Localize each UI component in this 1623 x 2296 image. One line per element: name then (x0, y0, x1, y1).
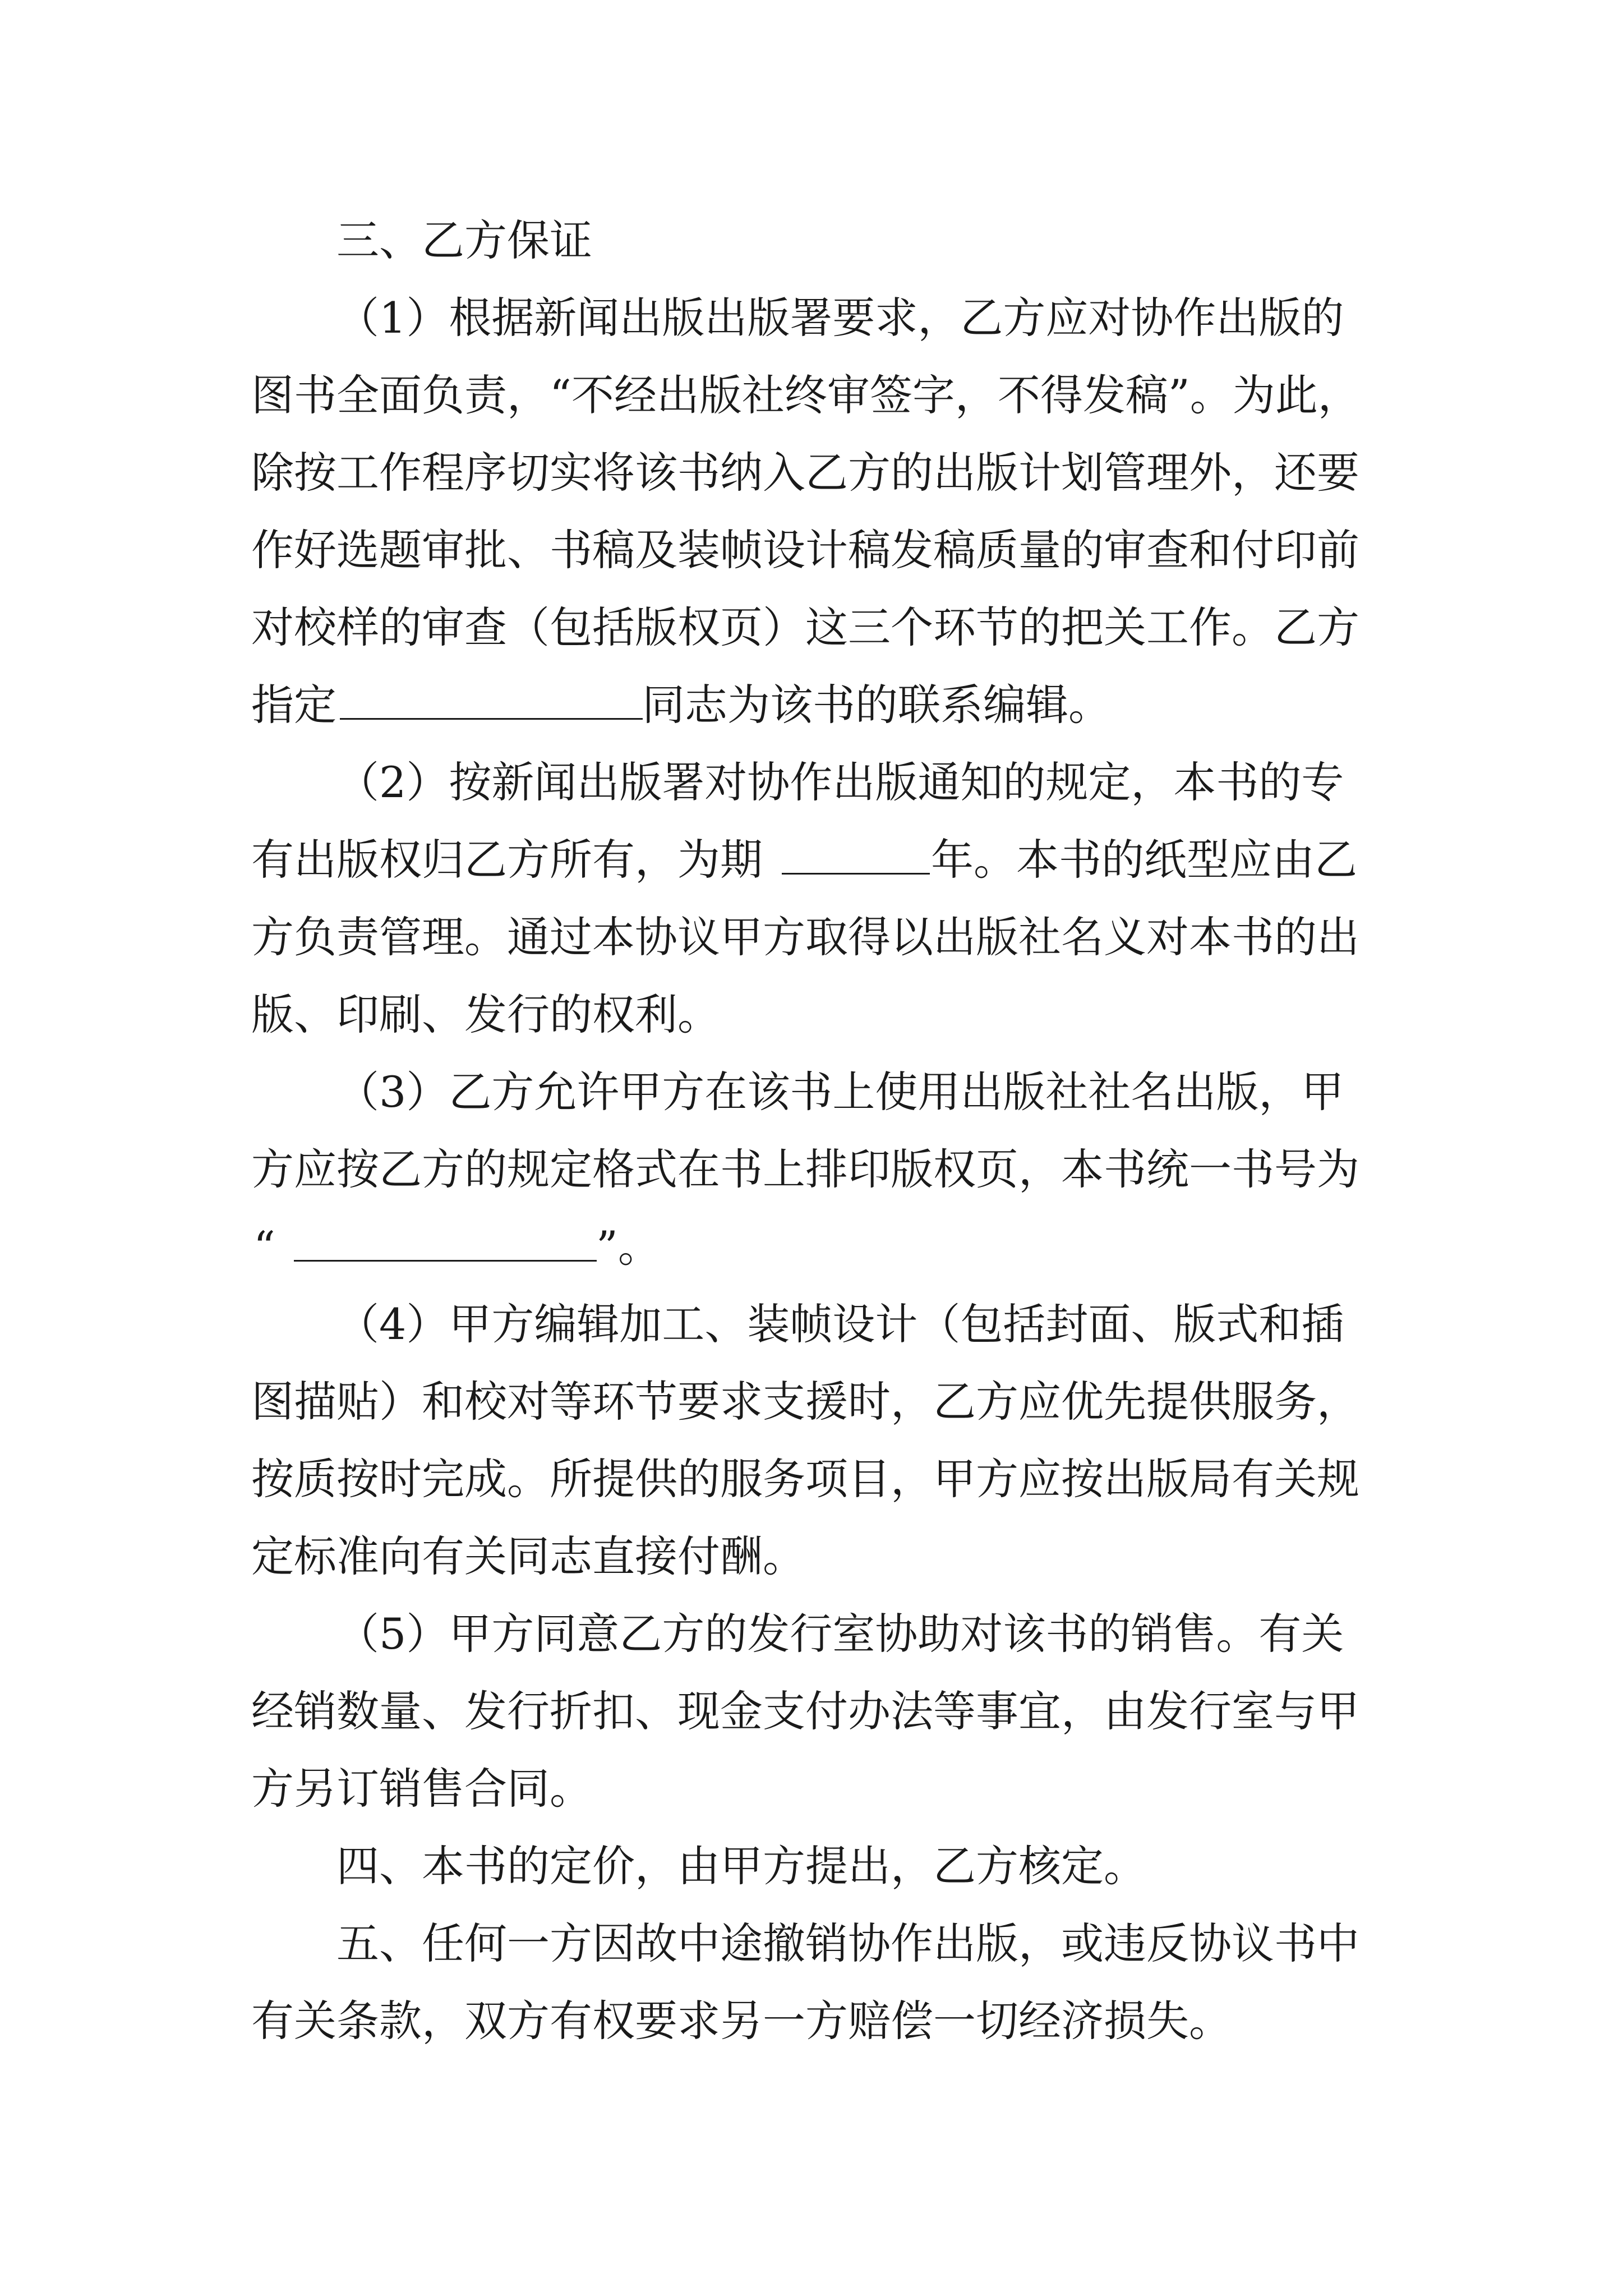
clause-1-line-6 (0, 663, 1623, 747)
editor-name-blank[interactable] (338, 663, 645, 747)
section-3-heading-line (0, 199, 1623, 283)
clause-2-text-prefix: 有出版权归乙方所有，为期 (251, 835, 763, 885)
clause-2-line-1 (0, 740, 1623, 825)
clause-1-line-2 (0, 353, 1623, 438)
clause-4-text: （4）甲方编辑加工、装帧设计（包括封面、版式和插 (336, 1299, 1344, 1349)
section-4-line (0, 1824, 1623, 1908)
clause-4-text: 定标准向有关同志直接付酬。 (251, 1531, 805, 1581)
clause-1-text: 除按工作程序切实将该书纳入乙方的出版计划管理外，还要 (251, 448, 1359, 498)
clause-2-line-4 (0, 973, 1623, 1057)
clause-4-text: 图描贴）和校对等环节要求支援时，乙方应优先提供服务， (251, 1377, 1359, 1427)
clause-2-text: 版、印刷、发行的权利。 (251, 990, 720, 1039)
section-3-heading: 三、乙方保证 (336, 215, 592, 265)
clause-5-text: （5）甲方同意乙方的发行室协助对该书的销售。有关 (336, 1609, 1344, 1659)
term-years-blank[interactable] (780, 818, 932, 902)
section-4-text: 四、本书的定价，由甲方提出，乙方核定。 (336, 1841, 1146, 1891)
clause-4-line-3 (0, 1437, 1623, 1521)
isbn-open-quote: “ (253, 1222, 275, 1272)
isbn-close-quote: ”。 (596, 1222, 661, 1272)
clause-1-line-1 (0, 276, 1623, 360)
clause-1-line-4 (0, 508, 1623, 592)
clause-5-text: 经销数量、发行折扣、现金支付办法等事宜，由发行室与甲 (251, 1686, 1359, 1736)
section-5-text: 有关条款，双方有权要求另一方赔偿一切经济损失。 (251, 1996, 1232, 2046)
clause-5-line-2 (0, 1669, 1623, 1754)
clause-3-text: 方应按乙方的规定格式在书上排印版权页，本书统一书号为 (251, 1144, 1359, 1194)
clause-4-line-1 (0, 1282, 1623, 1366)
clause-2-line-2 (0, 818, 1623, 902)
clause-1-text: （1）根据新闻出版出版署要求，乙方应对协作出版的 (336, 293, 1344, 343)
clause-3-line-1 (0, 1050, 1623, 1134)
section-5-line-2 (0, 1979, 1623, 2063)
clause-4-line-2 (0, 1360, 1623, 1444)
clause-3-line-2 (0, 1128, 1623, 1212)
clause-1-line-3 (0, 431, 1623, 515)
clause-5-text: 方另订销售合同。 (251, 1764, 592, 1814)
clause-2-text-suffix: 年。本书的纸型应由乙 (931, 835, 1357, 885)
clause-5-line-3 (0, 1747, 1623, 1831)
clause-4-text: 按质按时完成。所提供的服务项目，甲方应按出版局有关规 (251, 1454, 1359, 1504)
clause-2-text: 方负责管理。通过本协议甲方取得以出版社名义对本书的出 (251, 912, 1359, 962)
section-5-line-1 (0, 1902, 1623, 1986)
clause-1-text: 图书全面负责，“不经出版社终审签字，不得发稿”。为此， (251, 370, 1361, 420)
clause-2-line-3 (0, 895, 1623, 979)
clause-1-text: 作好选题审批、书稿及装帧设计稿发稿质量的审查和付印前 (251, 525, 1359, 575)
clause-4-line-4 (0, 1515, 1623, 1599)
clause-2-text: （2）按新闻出版署对协作出版通知的规定，本书的专 (336, 757, 1344, 807)
clause-5-line-1 (0, 1592, 1623, 1676)
isbn-number-blank[interactable] (292, 1205, 599, 1289)
clause-3-text: （3）乙方允许甲方在该书上使用出版社社名出版，甲 (336, 1067, 1344, 1117)
section-5-text: 五、任何一方因故中途撤销协作出版，或违反协议书中 (336, 1918, 1359, 1968)
clause-1-text: 对校样的审查（包括版权页）这三个环节的把关工作。乙方 (251, 602, 1359, 652)
clause-1-line-5 (0, 586, 1623, 670)
clause-1-text-suffix: 同志为该书的联系编辑。 (642, 680, 1111, 730)
clause-3-line-3 (0, 1205, 1623, 1289)
clause-1-text-prefix: 指定 (251, 680, 336, 730)
